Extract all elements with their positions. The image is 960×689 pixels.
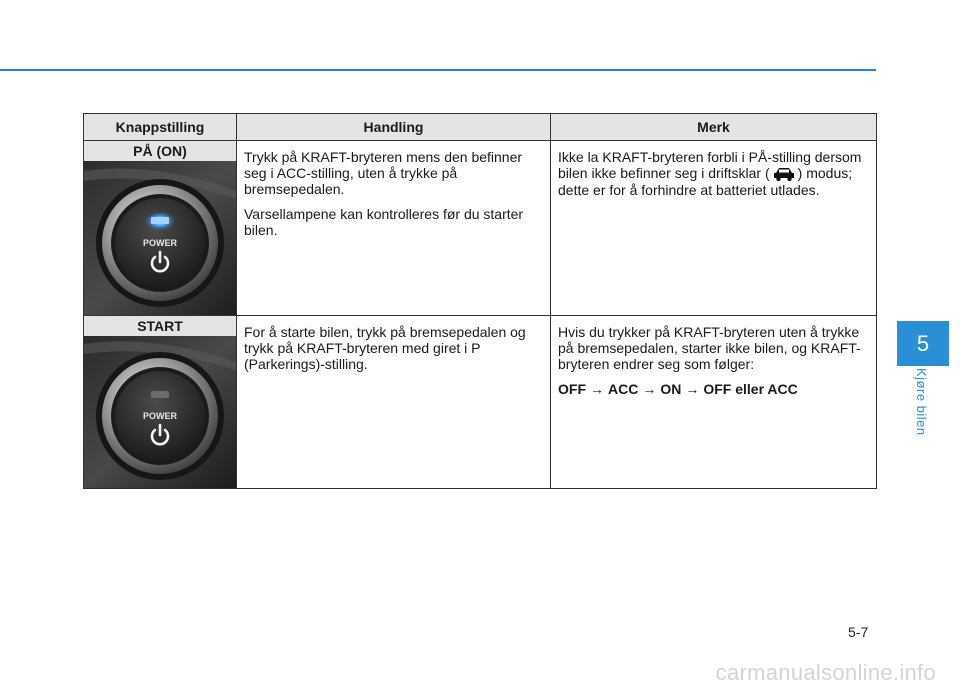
action-cell: [237, 316, 551, 489]
power-button-table: [83, 113, 877, 489]
note-text-start: Ikke la KRAFT-bryteren forbli i PÅ-stilling dersom bilen ikke befinner seg i driftsklar (: [558, 149, 862, 181]
mode-sequence: [558, 381, 868, 397]
sequence-step: ON: [660, 381, 682, 397]
sequence-step: OFF: [558, 381, 586, 397]
action-text: Trykk på KRAFT-bryteren mens den befinner seg i ACC-stilling, uten å trykke på bremsepedalen.: [244, 149, 523, 197]
position-label: START: [84, 316, 236, 336]
sequence-step: ACC: [608, 381, 639, 397]
column-header-action: Handling: [237, 114, 551, 141]
power-label-text: POWER: [142, 238, 178, 248]
sequence-step: OFF eller ACC: [703, 381, 798, 397]
arrow-right-icon: →: [642, 381, 657, 397]
power-label-text: POWER: [142, 411, 178, 421]
power-button-unlit-image: [84, 336, 236, 488]
header-rule: [0, 69, 876, 71]
note-text: Hvis du trykker på KRAFT-bryteren uten å trykke på bremsepedalen, starter ikke bilen, og KRAFT-bryteren endrer seg som følger:: [558, 324, 861, 372]
position-cell: [84, 316, 237, 489]
action-text: Varsellampene kan kontrolleres før du starter bilen.: [244, 206, 524, 238]
arrow-right-icon: →: [590, 381, 604, 397]
column-header-note: Merk: [551, 114, 877, 141]
table-header-row: [84, 114, 877, 141]
action-text: For å starte bilen, trykk på bremsepedalen og trykk på KRAFT-bryteren med giret i P (Parkerings)-stilling.: [244, 324, 526, 372]
arrow-right-icon: →: [685, 381, 700, 397]
chapter-title: Kjøre bilen: [914, 368, 929, 436]
chapter-number-tab: 5: [897, 321, 949, 366]
table-row: [84, 316, 877, 489]
position-label: PÅ (ON): [84, 141, 236, 161]
page-number: 5-7: [848, 624, 869, 640]
ready-car-icon: [772, 166, 796, 182]
watermark: carmanualsonline.info: [715, 660, 936, 685]
column-header-position: Knappstilling: [84, 114, 237, 141]
note-cell: [551, 316, 877, 489]
note-cell: [551, 141, 877, 316]
table-row: [84, 141, 877, 316]
position-cell: [84, 141, 237, 316]
power-button-lit-image: [84, 161, 236, 315]
note-text-end: ) modus; dette er for å forhindre at batteriet utlades.: [558, 165, 853, 199]
action-cell: [237, 141, 551, 316]
